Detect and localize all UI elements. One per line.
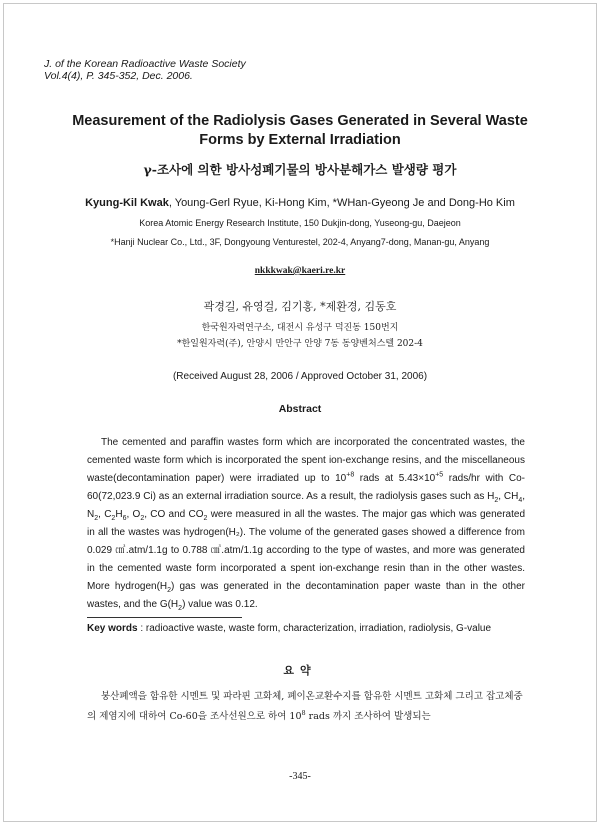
subscript: 6 [122,515,127,522]
title-line-1: Measurement of the Radiolysis Gases Generated in Several Waste [72,113,528,129]
abstract-text: ) value was 0.12. [182,599,258,610]
abstract-text: The cemented and paraffin wastes form which are incorporated the concentrated wastes, the cemented waste form which is incorporated the spent ion-exchange resins, and the miscellaneous waste(decontamination paper) were irradiated up to 10 [87,437,525,484]
subscript: 4 [518,497,523,504]
received-dates: (Received August 28, 2006 / Approved October 31, 2006) [172,371,428,382]
page-number: -345- [289,771,311,782]
keywords [87,623,527,634]
subscript: 2 [111,515,116,522]
korean-abstract-body [87,687,527,727]
superscript: +5 [435,471,444,479]
abstract-text: , CO and CO [144,509,204,520]
journal-volume: Vol.4(4), P. 345-352, Dec. 2006. [44,70,193,82]
superscript: +8 [346,471,355,479]
divider [87,617,242,618]
subscript: 2 [140,515,145,522]
subscript: 2 [494,497,499,504]
subscript: 2 [203,515,208,522]
affiliation-1: Korea Atomic Energy Research Institute, 150 Dukjin-dong, Yuseong-gu, Daejeon [139,218,461,228]
korean-affiliation-1: 한국원자력연구소, 대전시 유성구 덕진동 150번지 [201,323,399,333]
abstract-text: rads/hr with Co-60(72,023.9 Ci) as an external irradiation source. As a result, the radiolysis gases such as H [87,473,525,502]
keywords-text: : radioactive waste, waste form, characterization, irradiation, radiolysis, G-value [137,623,492,634]
korean-affiliation-2: *한일원자력(주), 안양시 만안구 안양 7동 동양벤처스텔 202-4 [177,339,423,349]
abstract-text: H [115,509,123,520]
journal-citation [44,58,246,82]
paper-title [60,112,540,150]
abstract-heading: Abstract [278,403,322,415]
abstract-text: were measured in all the wastes. The major gas which was generated in all the wastes was hydrogen(H₂). The volume of the generated gases showed a difference from 0.029 ㎤.atm/1.1g to 0.788 ㎤.atm/1.1g according to the type of wastes, and more was generated in the cemented waste form incorporated a spent ion-exchange resin than in the other wastes. More hydrogen(H [87,509,526,592]
abstract-text: , CH [498,491,519,502]
korean-author-list: 곽경길, 유영걸, 김기홍, *제환경, 김동호 [203,300,397,313]
title-line-2: Forms by External Irradiation [199,132,401,148]
author-list [40,197,560,209]
korean-abstract-heading: 요약 [283,664,317,677]
journal-name: J. of the Korean Radioactive Waste Society [44,58,246,70]
abstract-text: rads at 5.43×10 [354,473,436,484]
korean-title: γ-조사에 의한 방사성폐기물의 방사분해가스 발생량 평가 [143,162,457,177]
abstract-body [87,434,525,614]
subscript: 2 [94,515,99,522]
abstract-text: , N [87,491,526,520]
korean-abstract-text: 붕산폐액을 함유한 시멘트 및 파라핀 고화체, 폐이온교환수지를 함유한 시멘트 고화체 그리고 잡고체중의 제염지에 대하여 Co-60을 조사선원으로 하여 10 [87,691,523,722]
superscript: 8 [301,708,306,717]
co-authors: , Young-Gerl Ryue, Ki-Hong Kim, *WHan-Gyeong Je and Dong-Ho Kim [168,197,515,209]
author-email[interactable]: nkkkwak@kaeri.re.kr [254,266,346,276]
keywords-label: Key words [87,623,138,634]
lead-author: Kyung-Kil Kwak [85,197,169,209]
abstract-text: , O [126,509,141,520]
korean-abstract-text: rads 까지 조사하여 발생되는 [305,711,431,722]
subscript: 2 [167,587,172,594]
abstract-text: , C [98,509,112,520]
affiliation-2: *Hanji Nuclear Co., Ltd., 3F, Dongyoung Venturestel, 202-4, Anyang7-dong, Manan-gu, Anyang [110,237,490,247]
subscript: 2 [178,605,183,612]
abstract-text: ) gas was generated in the decontamination paper waste than in the other wastes, and the G(H [87,581,526,610]
